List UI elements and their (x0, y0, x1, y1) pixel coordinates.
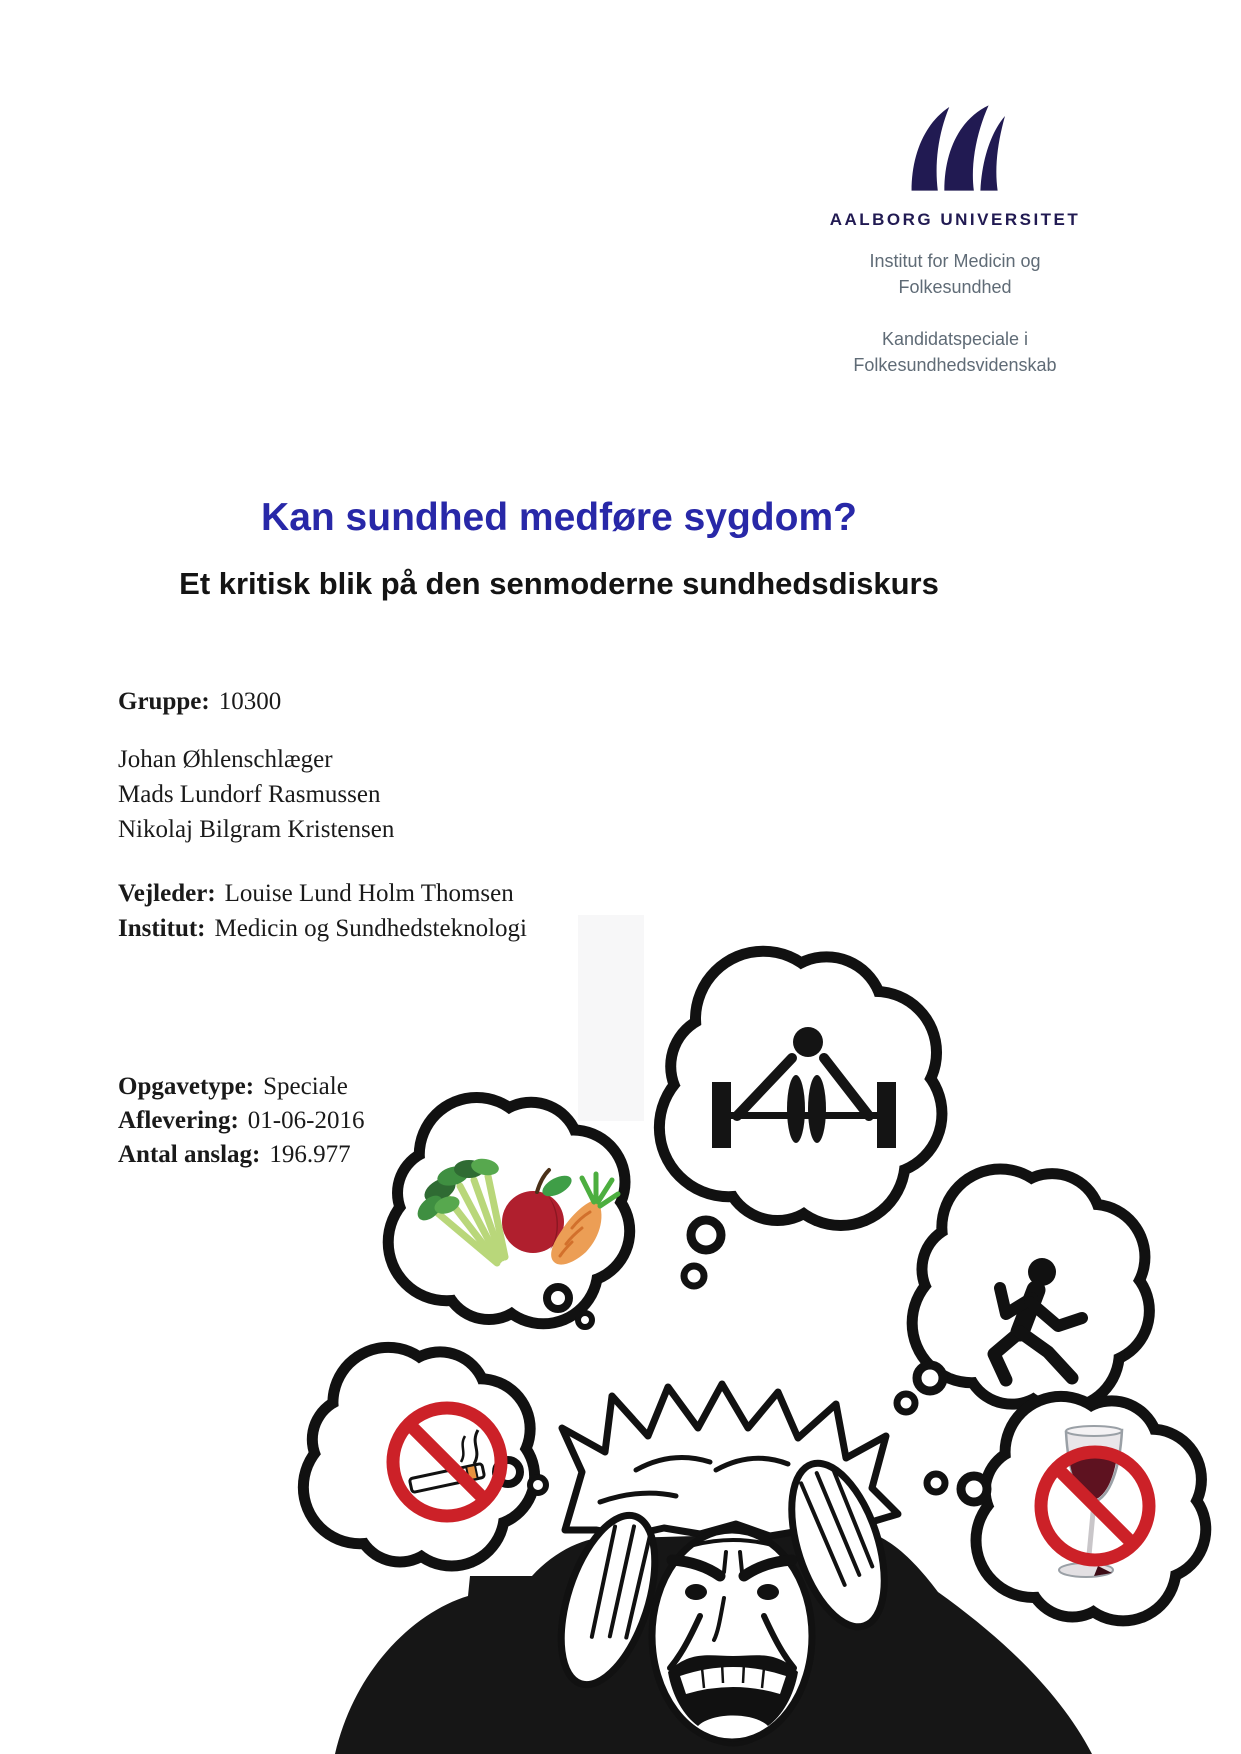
characters-value: 196.977 (269, 1141, 351, 1168)
left-eye (685, 1584, 707, 1600)
scan-artifact (578, 915, 644, 1121)
page-subtitle: Et kritisk blik på den senmoderne sundhedsdiskurs (179, 566, 939, 601)
institute-value: Medicin og Sundhedsteknologi (214, 915, 527, 942)
page-title: Kan sundhed medføre sygdom? (261, 496, 857, 539)
supervisor-label: Vejleder: (118, 880, 216, 907)
author-name: Johan Øhlenschlæger (118, 746, 333, 773)
institute-label: Institut: (118, 915, 206, 942)
university-name: AALBORG UNIVERSITET (829, 210, 1081, 229)
university-program: Kandidatspeciale i Folkesundhedsvidenskab (853, 329, 1057, 375)
type-label: Opgavetype: (118, 1073, 255, 1100)
delivery-value: 01-06-2016 (247, 1107, 365, 1134)
right-eye (757, 1584, 779, 1600)
author-name: Nikolaj Bilgram Kristensen (118, 816, 395, 843)
characters-label: Antal anslag: (118, 1141, 261, 1168)
type-value: Speciale (263, 1073, 348, 1100)
delivery-label: Aflevering: (118, 1107, 239, 1134)
group-value: 10300 (218, 688, 282, 715)
group-label: Gruppe: (118, 688, 210, 715)
supervisor-value: Louise Lund Holm Thomsen (224, 880, 514, 907)
university-department: Institut for Medicin og Folkesundhed (869, 251, 1041, 297)
author-name: Mads Lundorf Rasmussen (118, 781, 381, 808)
